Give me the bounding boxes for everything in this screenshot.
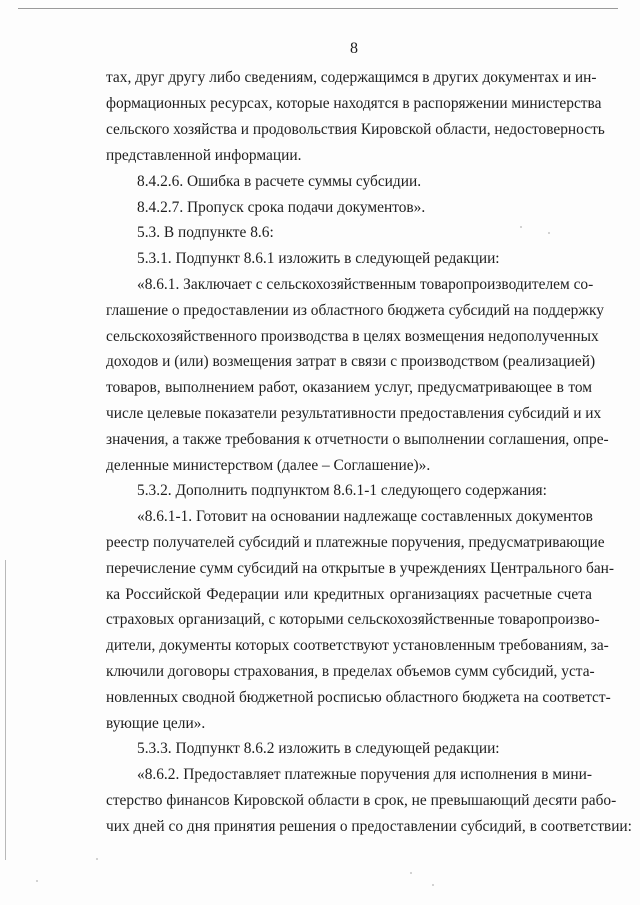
text-line: 8.4.2.6. Ошибка в расчете суммы субсидии. [137,173,422,190]
text-line: представленной информации. [106,147,302,164]
text-line: числе целевые показатели результативности предоставления субсидий и их [106,405,602,422]
text-line: стерство финансов Кировской области в срок, не превышающий десяти рабо- [106,792,617,809]
text-line: сельскохозяйственного производства в целях возмещения недополученных [106,328,599,345]
scan-speck [36,880,38,882]
text-line: «8.6.1. Заключает с сельскохозяйственным товаропроизводителем со- [137,276,594,293]
text-line: 5.3. В подпункте 8.6: [137,224,274,241]
scan-speck [432,884,434,886]
text-line: глашение о предоставлении из областного бюджета субсидий на поддержку [106,302,604,319]
text-line: тах, друг другу либо сведениям, содержащимся в других документах и ин- [106,69,597,86]
text-line: вующие цели». [106,715,206,732]
text-line: товаров, выполнением работ, оказанием услуг, предусматривающее в том [106,379,592,396]
text-line: дители, документы которых соответствуют установленным требованиям, за- [106,637,609,654]
text-line: страховых организаций, с которыми сельскохозяйственные товаропроизво- [106,611,600,628]
text-line: сельского хозяйства и продовольствия Кировской области, недостоверность [106,121,605,138]
scan-top-edge [18,8,618,9]
page-number: 8 [350,40,358,57]
scan-speck [410,872,412,874]
text-line: новленных сводной бюджетной росписью областного бюджета на соответст- [106,689,611,706]
text-line: «8.6.1-1. Готовит на основании надлежаще составленных документов [137,508,593,525]
text-line: 5.3.3. Подпункт 8.6.2 изложить в следующей редакции: [137,740,500,757]
text-line: деленные министерством (далее – Соглашение)». [106,457,431,474]
scan-left-edge [5,560,6,860]
text-line: чих дней со дня принятия решения о предоставлении субсидий, в соответствии: [106,818,632,835]
scan-speck [96,858,98,860]
text-line: формационных ресурсах, которые находятся в распоряжении министерства [106,95,602,112]
text-line: 8.4.2.7. Пропуск срока подачи документов». [137,199,426,216]
text-line: «8.6.2. Предоставляет платежные поручения для исполнения в мини- [137,766,592,783]
text-line: значения, а также требования к отчетности о выполнении соглашения, опре- [106,431,609,448]
text-line: реестр получателей субсидий и платежные поручения, предусматривающие [106,534,605,551]
text-line: ключили договоры страхования, в пределах объемов сумм субсидий, уста- [106,663,595,680]
text-line: 5.3.2. Дополнить подпунктом 8.6.1-1 следующего содержания: [137,482,547,499]
text-line: 5.3.1. Подпункт 8.6.1 изложить в следующей редакции: [137,250,500,267]
text-line: перечисление сумм субсидий на открытые в учреждениях Центрального бан- [106,560,615,577]
text-line: доходов и (или) возмещения затрат в связи с производством (реализацией) [106,353,596,370]
scan-speck [548,232,550,234]
text-line: ка Российской Федерации или кредитных организациях расчетные счета [106,586,592,603]
scan-speck [520,226,522,228]
